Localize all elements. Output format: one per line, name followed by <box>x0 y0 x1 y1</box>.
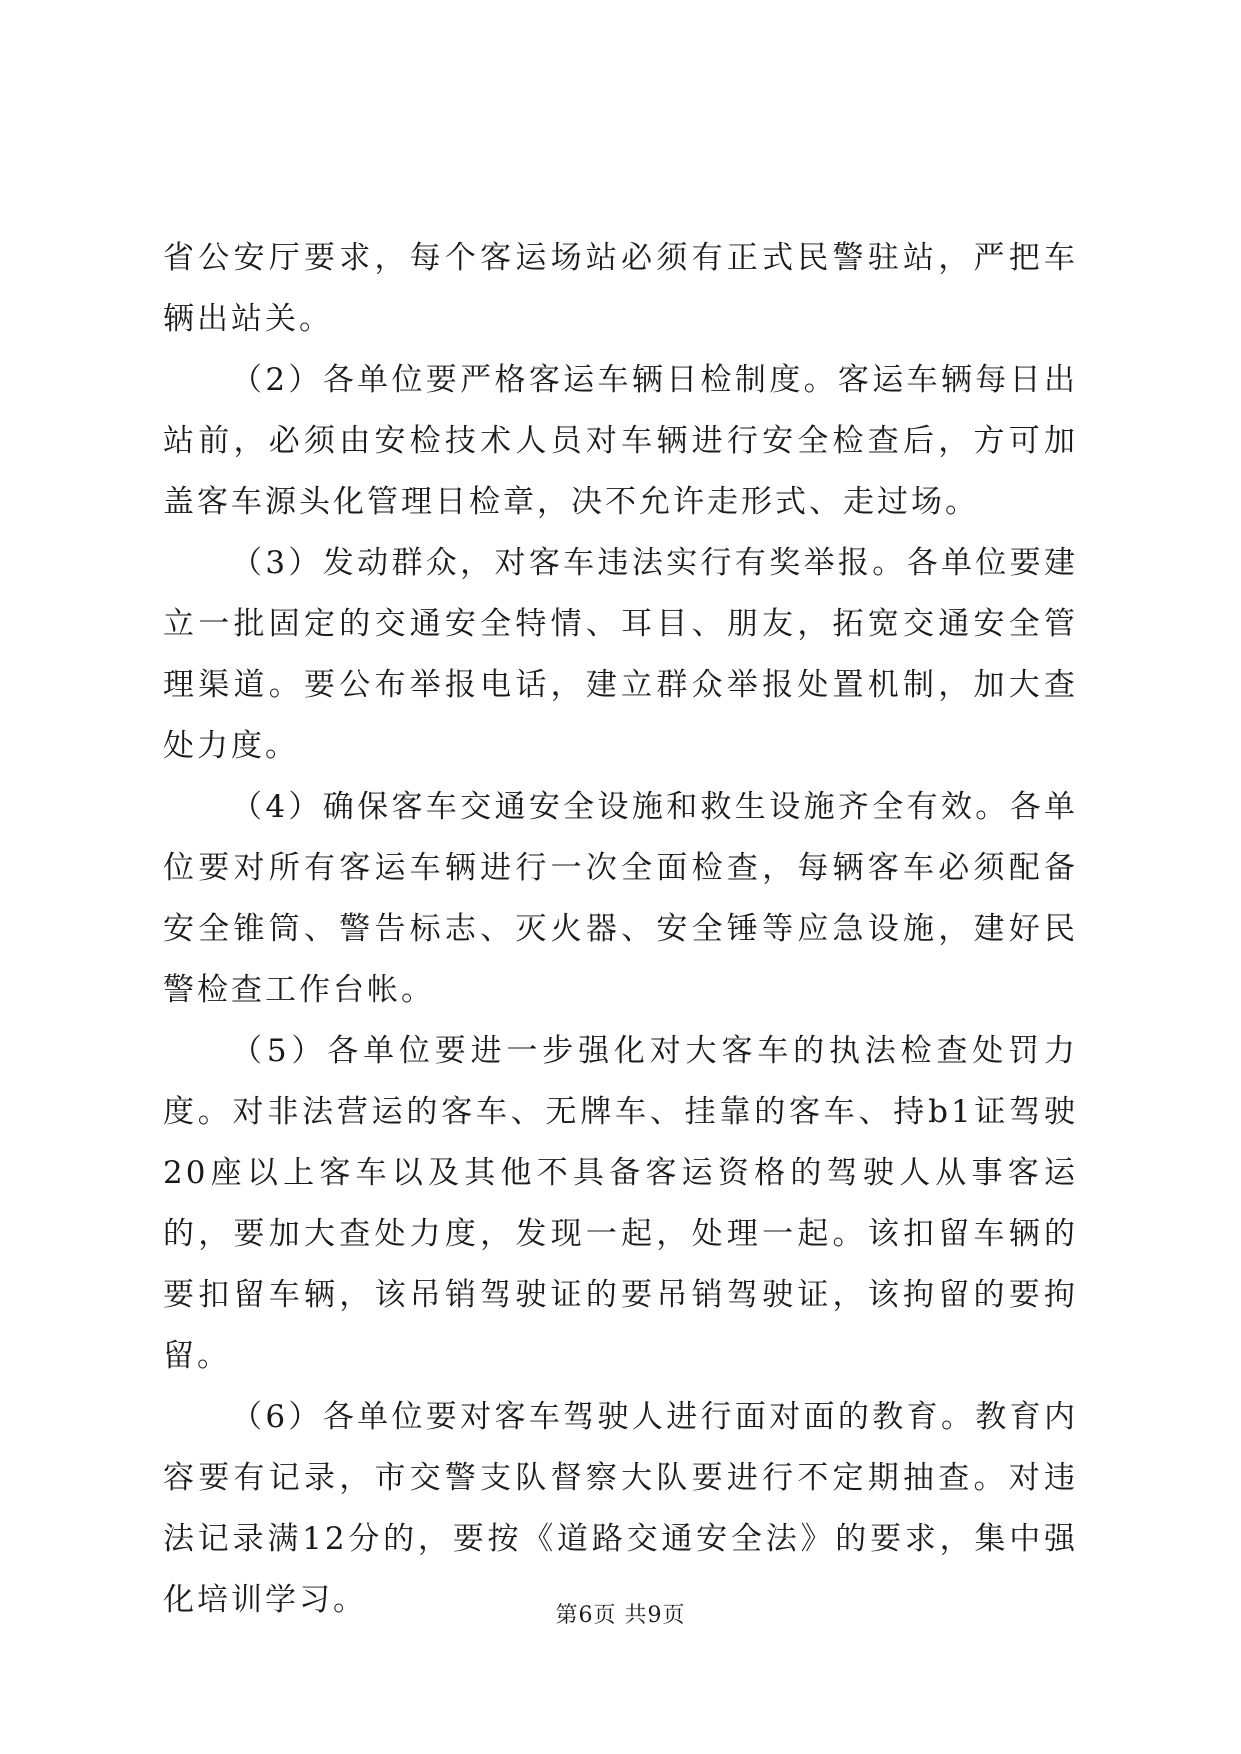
paragraph-item-5: （5）各单位要进一步强化对大客车的执法检查处罚力度。对非法营运的客车、无牌车、挂靠的客车、持b1证驾驶20座以上客车以及其他不具备客运资格的驾驶人从事客运的，要加大查处力度，发现一起，处理一起。该扣留车辆的要扣留车辆，该吊销驾驶证的要吊销驾驶证，该拘留的要拘留。 <box>163 1033 1078 1374</box>
paragraph-item-4: （4）确保客车交通安全设施和救生设施齐全有效。各单位要对所有客运车辆进行一次全面检查，每辆客车必须配备安全锥筒、警告标志、灭火器、安全锤等应急设施，建好民警检查工作台帐。 <box>163 789 1078 1008</box>
paragraph-item-2: （2）各单位要严格客运车辆日检制度。客运车辆每日出站前，必须由安检技术人员对车辆进行安全检查后，方可加盖客车源头化管理日检章，决不允许走形式、走过场。 <box>163 362 1078 520</box>
page-number-footer: 第6页 共9页 <box>555 1603 686 1628</box>
paragraph-item-3: （3）发动群众，对客车违法实行有奖举报。各单位要建立一批固定的交通安全特情、耳目、朋友，拓宽交通安全管理渠道。要公布举报电话，建立群众举报处置机制，加大查处力度。 <box>163 545 1078 764</box>
paragraph-continuation: 省公安厅要求，每个客运场站必须有正式民警驻站，严把车辆出站关。 <box>163 240 1078 337</box>
document-body <box>163 228 1078 1631</box>
paragraph-item-6: （6）各单位要对客车驾驶人进行面对面的教育。教育内容要有记录，市交警支队督察大队要进行不定期抽查。对违法记录满12分的，要按《道路交通安全法》的要求，集中强化培训学习。 <box>163 1399 1078 1618</box>
